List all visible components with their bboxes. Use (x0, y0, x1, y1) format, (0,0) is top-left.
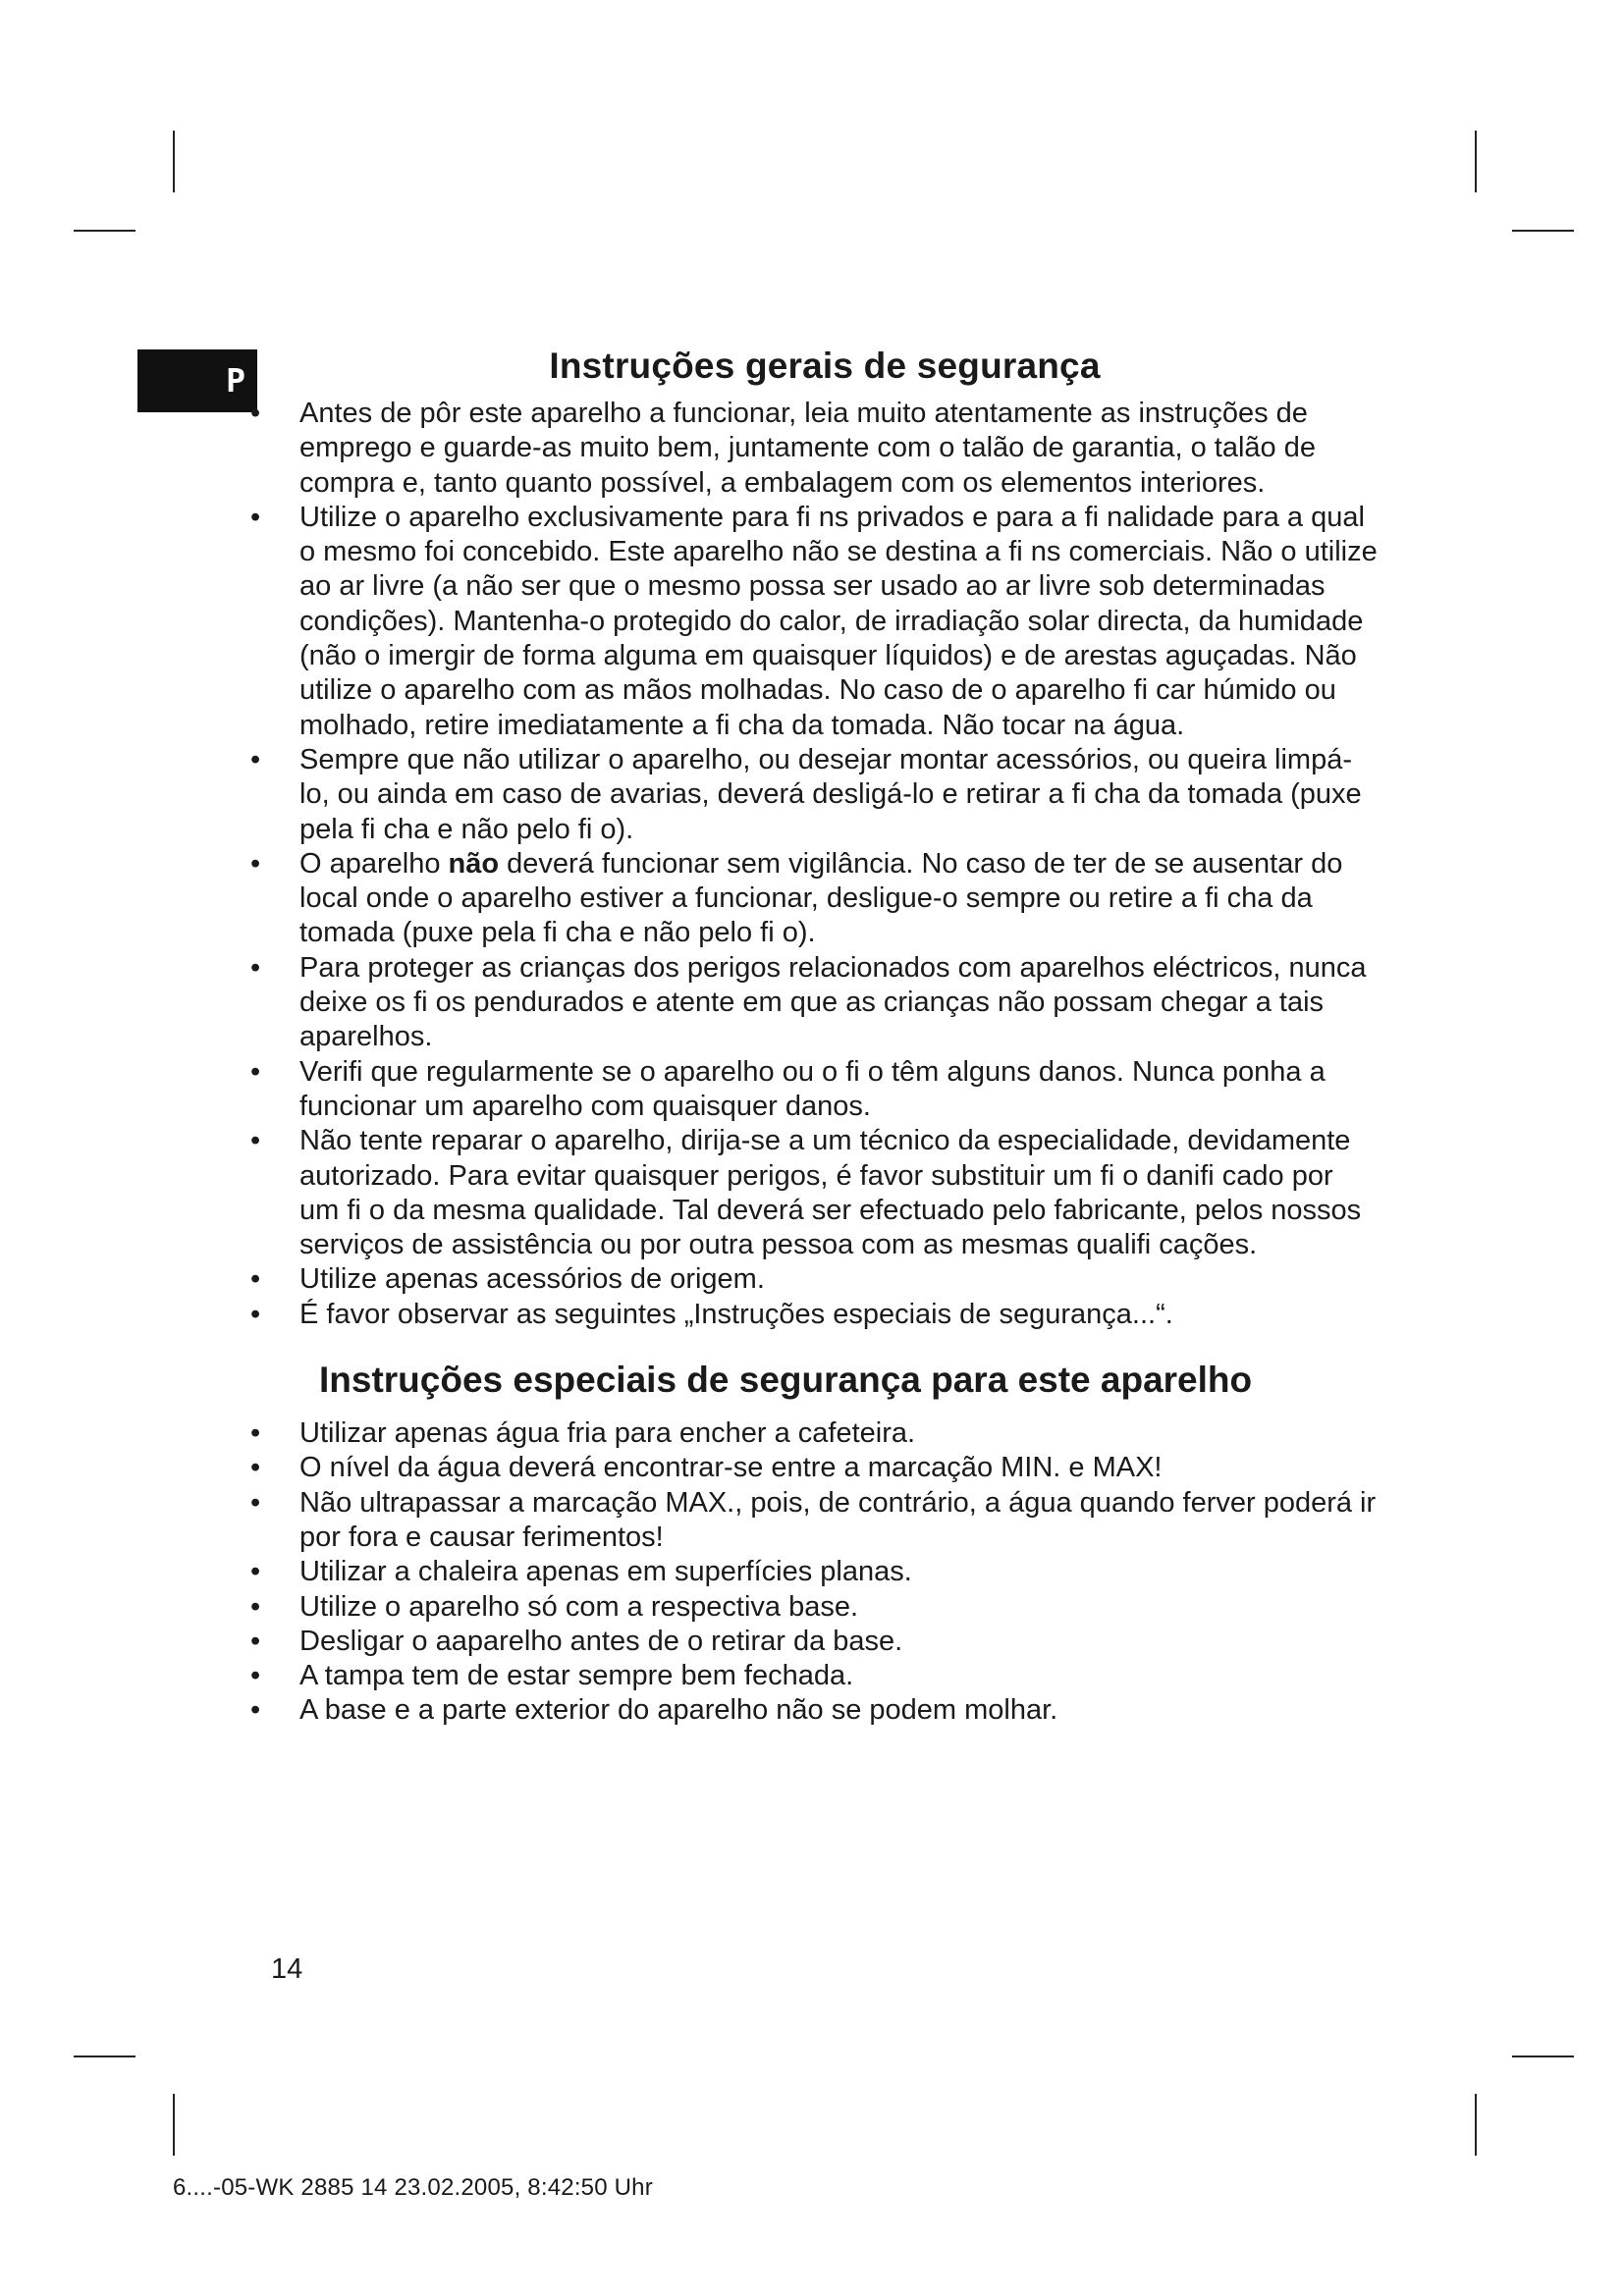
bullet-icon: • (250, 1125, 261, 1157)
list-item: • Não ultrapassar a marcação MAX., pois, de contrário, a água quando ferver poderá ir por fora e causar ferimentos! (250, 1486, 1377, 1553)
crop-mark-bottom-right-horizontal (1512, 2056, 1574, 2057)
page-number: 14 (271, 1953, 303, 1985)
bullet-icon: • (250, 847, 261, 880)
list-item: • Utilize apenas acessórios de origem. (270, 1262, 1380, 1297)
bullet-icon: • (250, 1452, 261, 1484)
emphasis-nao: não (448, 847, 500, 880)
list-item: • Sempre que não utilizar o aparelho, ou desejar montar acessórios, ou queira limpá-lo, ou ainda em caso de avarias, deverá desligá-lo e retirar a fi cha da tomada (puxe pela fi cha e não pelo fi o). (250, 743, 1362, 845)
supervision-text: O aparelho não deverá funcionar sem vigilância. No caso de ter de se ausentar do local onde o aparelho estiver a funcionar, desligue-o sempre ou retire a fi cha da tomada (puxe pela fi cha e não pelo fi o). (299, 847, 1343, 949)
crop-mark-top-right-horizontal (1512, 230, 1574, 232)
general-safety-list (250, 397, 1380, 1332)
list-item: • Utilize o aparelho só com a respectiva base. (270, 1590, 1380, 1625)
bullet-icon: • (250, 1625, 261, 1657)
list-item: • Utilize o aparelho exclusivamente para fi ns privados e para a fi nalidade para a qual o mesmo foi concebido. Este aparelho não se destina a fi ns comerciais. Não o utilize ao ar livre (a não ser que o mesmo possa ser usado ao ar livre sob determinadas condições). Mantenha-o protegido do calor, de irradiação solar directa, da humidade (não o imergir de forma alguma em quaisquer líquidos) e de arestas aguçadas. Não utilize o aparelho com as mãos molhadas. No caso de o aparelho fi car húmido ou molhado, retire imediatamente a fi cha da tomada. Não tocar na água. (250, 501, 1378, 741)
list-item: • Utilizar apenas água fria para encher a cafeteira. (270, 1416, 1380, 1451)
crop-mark-bottom-right-vertical (1475, 2094, 1477, 2156)
bullet-icon: • (250, 1263, 261, 1296)
list-item: • Não tente reparar o aparelho, dirija-se a um técnico da especialidade, devidamente autorizado. Para evitar quaisquer perigos, é favor substituir um fi o danifi cado por um fi o da mesma qualidade. Tal deverá ser efectuado pelo fabricante, pelos nossos serviços de assistência ou por outra pessoa com as mesmas qualifi cações. (250, 1125, 1362, 1261)
list-item: • Desligar o aaparelho antes de o retirar da base. (270, 1625, 1380, 1659)
special-safety-title: Instruções especiais de segurança para este aparelho (319, 1360, 1253, 1401)
language-tab: P (137, 349, 257, 412)
bullet-icon: • (250, 951, 261, 984)
bullet-icon: • (250, 1694, 261, 1727)
special-safety-list (250, 1416, 1380, 1729)
list-item: • Antes de pôr este aparelho a funcionar, leia muito atentamente as instruções de emprego e guarde-as muito bem, juntamente com o talão de garantia, o talão de compra e, tanto quanto possível, a embalagem com os elementos interiores. (250, 398, 1316, 499)
list-item: • Verifi que regularmente se o aparelho ou o fi o têm alguns danos. Nunca ponha a funcionar um aparelho com quaisquer danos. (250, 1055, 1326, 1122)
bullet-icon: • (250, 743, 261, 775)
main-content (250, 342, 1380, 1729)
list-item (250, 847, 1380, 951)
list-item: • A base e a parte exterior do aparelho não se podem molhar. (270, 1693, 1380, 1728)
bullet-icon: • (250, 1298, 261, 1330)
bullet-icon: • (250, 501, 261, 533)
bullet-icon: • (250, 1590, 261, 1623)
crop-mark-bottom-left-horizontal (74, 2056, 135, 2057)
list-item: • Para proteger as crianças dos perigos relacionados com aparelhos eléctricos, nunca deixe os fi os pendurados e atente em que as crianças não possam chegar a tais aparelhos. (250, 951, 1367, 1053)
crop-mark-top-left-vertical (173, 131, 175, 192)
list-item: • A tampa tem de estar sempre bem fechada. (270, 1659, 1380, 1693)
bullet-icon: • (250, 1417, 261, 1450)
crop-mark-top-left-horizontal (74, 230, 135, 232)
crop-mark-top-right-vertical (1475, 131, 1477, 192)
general-safety-title: Instruções gerais de segurança (549, 346, 1101, 386)
crop-mark-bottom-left-vertical (173, 2094, 175, 2156)
list-item: • O nível da água deverá encontrar-se entre a marcação MIN. e MAX! (270, 1451, 1380, 1485)
list-item: • É favor observar as seguintes „Instruções especiais de segurança...“. (270, 1298, 1380, 1332)
bullet-icon: • (250, 1486, 261, 1519)
bullet-icon: • (250, 1556, 261, 1588)
bullet-icon: • (250, 1660, 261, 1692)
print-footer: 6....-05-WK 2885 14 23.02.2005, 8:42:50 Uhr (173, 2174, 653, 2201)
bullet-icon: • (250, 1055, 261, 1088)
list-item: • Utilizar a chaleira apenas em superfícies planas. (270, 1555, 1380, 1589)
bullet-icon: • (250, 398, 261, 429)
